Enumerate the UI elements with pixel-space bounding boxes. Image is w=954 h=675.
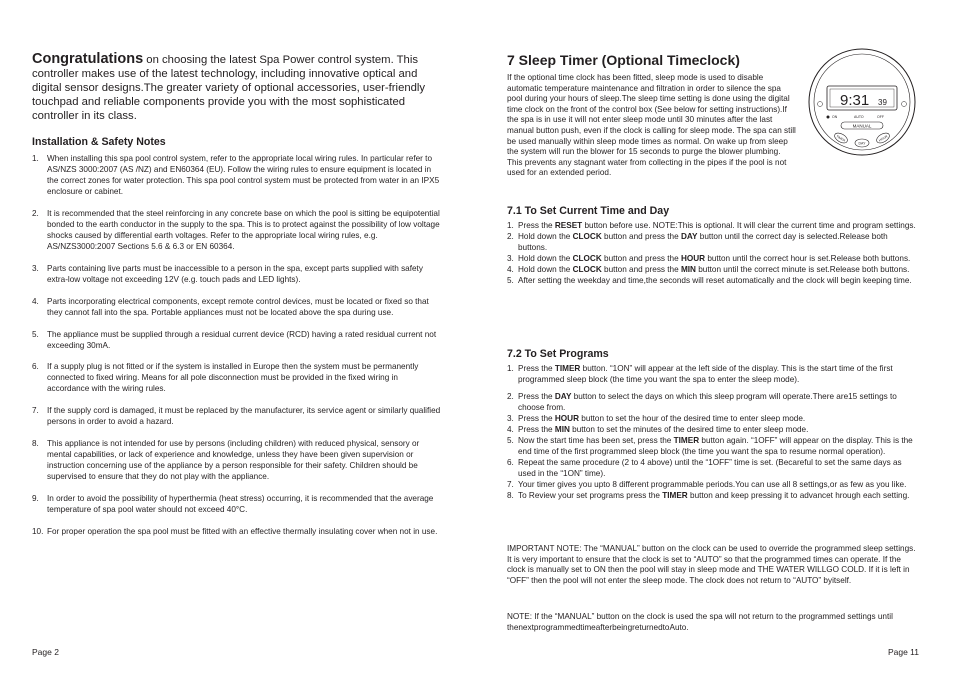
instruction-step xyxy=(507,457,919,479)
clock-digits: 9:31 xyxy=(840,92,870,109)
step-text: Repeat the same procedure (2 to 4 above) until the “1OFF” time is set. (Becareful to set the same days as used in the “1ON” time). xyxy=(518,458,902,478)
instruction-step xyxy=(507,435,919,457)
step-button-name: TIMER xyxy=(554,364,581,373)
safety-note-item xyxy=(32,438,442,482)
step-number: 4. xyxy=(507,265,514,274)
intro-text: on choosing the latest Spa Power control system. This controller makes use of the latest technology, including innovative optical and digital sensor designs.The greater variety of optional accessories, user-friendly touchpad and reliable components provide you with the most sophisticated controller in its class. xyxy=(32,54,426,122)
step-button-name: HOUR xyxy=(554,414,579,423)
safety-note-number: 1. xyxy=(32,154,39,163)
step-text: button before use. NOTE:This is optional. It will clear the current time and program settings. xyxy=(582,221,916,230)
timeclock-illustration xyxy=(807,46,917,158)
safety-note-number: 9. xyxy=(32,493,39,503)
step-text: Hold down the xyxy=(518,232,573,241)
step-text: After setting the weekday and time,the seconds will reset automatically and the clock will begin keeping time. xyxy=(518,276,912,285)
step-button-name: CLOCK xyxy=(572,232,602,241)
instruction-step xyxy=(507,231,919,253)
step-button-name: CLOCK xyxy=(572,265,602,274)
step-text: Your timer gives you upto 8 different programmable periods.You can use all 8 settings,or as few as you like. xyxy=(518,480,907,489)
safety-note-number: 5. xyxy=(32,329,39,339)
step-text: Press the xyxy=(518,221,555,230)
step-number: 1. xyxy=(507,221,514,230)
step-text: button to set the hour of the desired time to enter sleep mode. xyxy=(578,414,806,423)
safety-note-item xyxy=(32,361,442,394)
step-text: Press the xyxy=(518,392,555,401)
safety-note-text: Parts containing live parts must be inaccessible to a person in the spa, except parts supplied with safety extra-low voltage not exceeding 12V (e.g. touch pads and LED lights). xyxy=(47,263,423,285)
safety-note-item xyxy=(32,329,442,351)
step-number: 3. xyxy=(507,414,514,423)
safety-note-number: 8. xyxy=(32,438,39,448)
instruction-step xyxy=(507,391,919,413)
safety-note-text: The appliance must be supplied through a residual current device (RCD) having a rated residual current not exceeding 30mA. xyxy=(47,329,437,350)
section-7-2-steps xyxy=(507,363,919,501)
step-text: Now the start time has been set, press the xyxy=(518,436,674,445)
step-text: button until the correct day is selected.Release both buttons. xyxy=(518,232,888,252)
step-text: button and keep pressing it to advancet hrough each setting. xyxy=(687,491,910,500)
instruction-step xyxy=(507,490,919,501)
instruction-step xyxy=(507,220,919,231)
step-number: 5. xyxy=(507,276,514,285)
step-text: button until the correct hour is set.Release both buttons. xyxy=(705,254,911,263)
step-number: 2. xyxy=(507,232,514,241)
page-number-right: Page 11 xyxy=(887,647,919,657)
safety-note-text: If a supply plug is not fitted or if the system is installed in Europe then the system must be permanently connected to fixed wiring. Means for all pole disconnection must be provided in the fixed wiring in accordance with the wiring rules. xyxy=(47,362,419,394)
instruction-step xyxy=(507,413,919,424)
step-number: 6. xyxy=(507,458,514,467)
clock-seconds: 39 xyxy=(878,98,887,107)
safety-note-text: It is recommended that the steel reinforcing in any concrete base on which the pool is sitting be equipotential bonded to the earth conductor in the supply to the spa. This is to protect against the possibility of low voltage shocks caused by differential earth voltages. Refer to the appropriate local wiring rules, e.g. AS/NZS3000:2007 Sections 5.6 & 6.3 or EN 60364. xyxy=(47,208,440,252)
safety-note-item xyxy=(32,153,442,197)
step-text: button. “1ON” will appear at the left side of the display. This is the start time of the first programmed sleep block (the time you want the spa to enter the sleep mode). xyxy=(518,364,893,384)
step-button-name: TIMER xyxy=(673,436,700,445)
step-button-name: MIN xyxy=(680,265,696,274)
step-text: button to set the minutes of the desired time to enter sleep mode. xyxy=(569,425,809,434)
safety-notes-list xyxy=(32,153,442,547)
safety-note-number: 10. xyxy=(32,526,44,536)
step-number: 7. xyxy=(507,480,514,489)
step-text: button and press the xyxy=(601,254,681,263)
step-text: button and press the xyxy=(601,232,681,241)
instruction-step xyxy=(507,424,919,435)
step-button-name: HOUR xyxy=(680,254,706,263)
instruction-step xyxy=(507,275,919,286)
step-text: Press the xyxy=(518,425,555,434)
safety-notes-heading: Installation & Safety Notes xyxy=(32,136,166,148)
safety-note-item xyxy=(32,263,442,285)
step-number: 1. xyxy=(507,364,514,373)
step-button-name: TIMER xyxy=(662,491,688,500)
safety-note-text: If the supply cord is damaged, it must be replaced by the manufacturer, its service agent or similarly qualified persons in order to avoid a hazard. xyxy=(47,406,441,427)
safety-note-number: 4. xyxy=(32,296,39,306)
safety-note-text: When installing this spa pool control system, refer to the appropriate local wiring rules. In particular refer to AS/NZS 3000:2007 (AS /NZ) and EN60364 (EU). Follow the wiring rules to ensure equipment is located in the correct zones for water protection. This spa pool control system must be protected from water in an IPX5 enclosure or cabinet. xyxy=(47,154,440,197)
section-title: 7 Sleep Timer (Optional Timeclock) xyxy=(507,52,740,68)
section-7-1-steps xyxy=(507,220,919,286)
instruction-step xyxy=(507,264,919,275)
manual-note: NOTE: If the “MANUAL” button on the clock is used the spa will not return to the programmed settings until thenextprogrammedtimeafterbeingreturnedtoAuto. xyxy=(507,612,893,632)
section-7-2-heading: 7.2 To Set Programs xyxy=(507,348,609,360)
step-text: To Review your set programs press the xyxy=(518,491,663,500)
instruction-step xyxy=(507,363,919,385)
day-button-label: DAY xyxy=(858,141,866,146)
right-page xyxy=(507,0,919,675)
step-text: Hold down the xyxy=(518,254,573,263)
intro-paragraph xyxy=(32,52,442,123)
left-page xyxy=(32,0,442,675)
step-text: Press the xyxy=(518,364,555,373)
step-button-name: MIN xyxy=(554,425,570,434)
step-number: 3. xyxy=(507,254,514,263)
safety-note-item xyxy=(32,405,442,427)
safety-note-number: 7. xyxy=(32,406,39,416)
safety-note-text: In order to avoid the possibility of hyperthermia (heat stress) occurring, it is recommended that the average temperature of spa pool water should not exceed 40°C. xyxy=(47,493,434,514)
page-number-left: Page 2 xyxy=(32,647,59,657)
step-number: 5. xyxy=(507,436,514,445)
safety-note-text: For proper operation the spa pool must be fitted with an effective thermally insulating cover when not in use. xyxy=(47,526,438,536)
clock-label-auto: AUTO xyxy=(854,115,864,119)
step-number: 4. xyxy=(507,425,514,434)
safety-note-item xyxy=(32,493,442,515)
safety-note-item xyxy=(32,296,442,318)
section-7-1-heading: 7.1 To Set Current Time and Day xyxy=(507,205,670,217)
safety-note-number: 3. xyxy=(32,263,39,273)
safety-note-text: This appliance is not intended for use by persons (including children) with reduced physical, sensory or mental capabilities, or lack of experience and knowledge, unless they have been given supervision or instruction concerning use of the appliance by a person responsible for their safety. Children should be supervised to ensure that they do not play with the appliance. xyxy=(47,438,420,482)
step-text: button until the correct minute is set.Release both buttons. xyxy=(695,265,910,274)
instruction-step xyxy=(507,479,919,490)
step-number: 2. xyxy=(507,392,514,401)
clock-label-on: ON xyxy=(832,115,838,119)
safety-note-number: 6. xyxy=(32,362,39,372)
step-text: Hold down the xyxy=(518,265,573,274)
step-button-name: CLOCK xyxy=(572,254,602,263)
step-button-name: RESET xyxy=(554,221,583,230)
step-text: Press the xyxy=(518,414,555,423)
step-text: button again. “1OFF” will appear on the display. This is the end time of the first programmed sleep block (the time you want the spa to resume normal operation). xyxy=(518,436,913,456)
clock-label-off: OFF xyxy=(877,115,884,119)
important-note: IMPORTANT NOTE: The “MANUAL” button on the clock can be used to override the programmed sleep settings. It is very important to ensure that the clock is set to “AUTO” so that the programmed times can operate. If the clock is manually set to ON then the pool will stay in sleep mode and THE WATER WILLGO COLD. If it is left in “OFF” then the pool will not enter the sleep mode. The clock does not return to “AUTO” byitself. xyxy=(507,544,916,585)
safety-note-number: 2. xyxy=(32,208,39,218)
safety-note-item xyxy=(32,526,442,537)
step-text: button to select the days on which this sleep program will operate.There are15 settings to choose from. xyxy=(518,392,897,412)
timer-button-label: TIMER xyxy=(835,134,847,143)
instruction-step xyxy=(507,253,919,264)
safety-note-item xyxy=(32,208,442,252)
hour-button-label: HOUR xyxy=(878,134,889,143)
intro-lead: Congratulations xyxy=(32,51,144,67)
step-text: button and press the xyxy=(601,265,681,274)
manual-button-label: MANUAL xyxy=(852,123,872,129)
step-button-name: DAY xyxy=(554,392,572,401)
step-number: 8. xyxy=(507,491,514,500)
led-icon xyxy=(827,116,830,119)
sleep-timer-intro: If the optional time clock has been fitted, sleep mode is used to disable automatic temperature maintenance and filtration in order to silence the spa pool during your hours of sleep.The sleep time setting is done using the digital time clock on the front of the control box (See below for setting instructions).If the spa is in use it will not enter sleep mode until 30 minutes after the last manual button push, even if the clock is calling for sleep mode. The spa can still be used manually within sleep mode times as normal. On wake up from sleep the system will run the blower for 15 seconds to purge the blower plumbing. This prevents any stagnant water from collecting in the pipes if the pool is not used for an extended period. xyxy=(507,73,796,178)
step-button-name: DAY xyxy=(680,232,698,241)
safety-note-text: Parts incorporating electrical components, except remote control devices, must be located or fixed so that they cannot fall into the spa. Portable appliances must not be located above the spa during use. xyxy=(47,296,429,317)
